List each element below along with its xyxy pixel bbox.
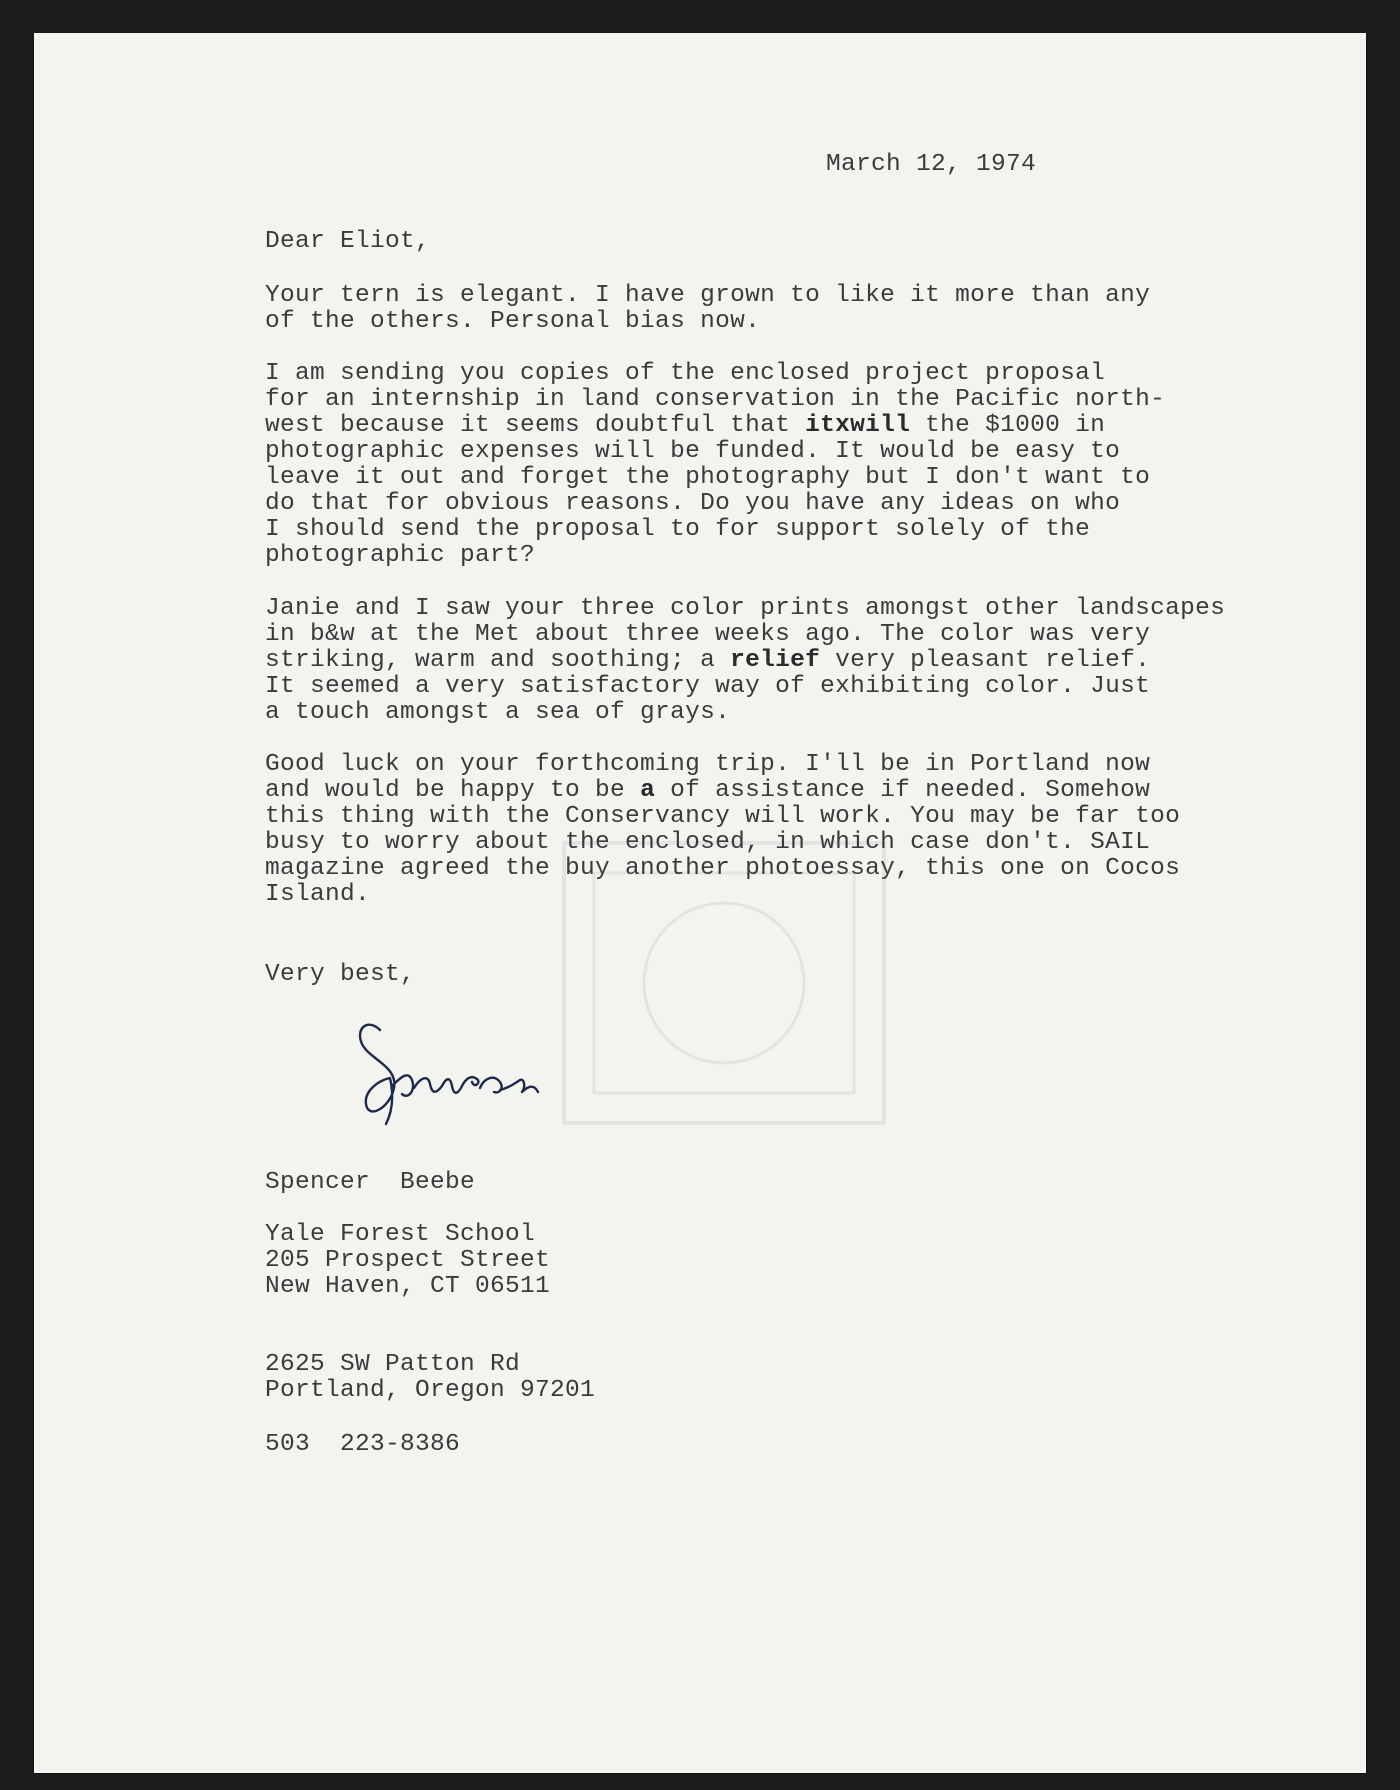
paragraph-line: for an internship in land conservation in the Pacific north-: [265, 386, 1166, 413]
paragraph-line: of assistance if needed. Somehow: [655, 777, 1151, 804]
paragraph-line: Janie and I saw your three color prints amongst other landscapes: [265, 595, 1226, 622]
paragraph-line: photographic expenses will be funded. It would be easy to: [265, 438, 1121, 465]
paragraph-1: [265, 283, 1150, 335]
address-line: New Haven, CT 06511: [265, 1273, 551, 1300]
address-line: 2625 SW Patton Rd: [265, 1351, 521, 1378]
paragraph-line: leave it out and forget the photography but I don't want to: [265, 464, 1151, 491]
paragraph-line: of the others. Personal bias now.: [265, 308, 761, 335]
salutation: Dear Eliot,: [265, 228, 431, 255]
paragraph-line: do that for obvious reasons. Do you have any ideas on who: [265, 490, 1121, 517]
school-address: [265, 1222, 550, 1300]
paragraph-4: [265, 752, 1180, 908]
paragraph-line: very pleasant relief.: [820, 647, 1151, 674]
paragraph-line: the $1000 in: [910, 412, 1106, 439]
paragraph-line: striking, warm and soothing; a: [265, 647, 731, 674]
paragraph-line: busy to worry about the enclosed, in which case don't. SAIL: [265, 829, 1151, 856]
paragraph-3: [265, 596, 1225, 726]
paragraph-line: Good luck on your forthcoming trip. I'll be in Portland now: [265, 751, 1151, 778]
handwritten-signature: [350, 1008, 560, 1138]
portland-address: [265, 1352, 595, 1404]
paragraph-line: this thing with the Conservancy will work. You may be far too: [265, 803, 1181, 830]
struck-out-text: a: [640, 777, 656, 804]
struck-out-text: itxwill: [805, 412, 911, 439]
paragraph-line: and would be happy to be: [265, 777, 641, 804]
paragraph-line: west because it seems doubtful that: [265, 412, 806, 439]
paragraph-line: Your tern is elegant. I have grown to like it more than any: [265, 282, 1151, 309]
paragraph-line: photographic part?: [265, 542, 536, 569]
closing: Very best,: [265, 961, 416, 988]
paragraph-line: magazine agreed the buy another photoessay, this one on Cocos: [265, 855, 1181, 882]
paragraph-line: I am sending you copies of the enclosed project proposal: [265, 360, 1106, 387]
paragraph-line: I should send the proposal to for support solely of the: [265, 516, 1091, 543]
phone-number: 503 223-8386: [265, 1431, 461, 1458]
address-line: Yale Forest School: [265, 1221, 536, 1248]
address-line: 205 Prospect Street: [265, 1247, 551, 1274]
paragraph-line: It seemed a very satisfactory way of exhibiting color. Just: [265, 673, 1151, 700]
letter-date: March 12, 1974: [826, 151, 1037, 178]
paragraph-line: in b&w at the Met about three weeks ago. The color was very: [265, 621, 1151, 648]
address-line: Portland, Oregon 97201: [265, 1377, 596, 1404]
letter-paper: [34, 33, 1366, 1773]
paragraph-line: Island.: [265, 881, 371, 908]
struck-out-text: relief: [730, 647, 821, 674]
sender-name: Spencer Beebe: [265, 1169, 476, 1196]
paragraph-line: a touch amongst a sea of grays.: [265, 699, 731, 726]
paragraph-2: [265, 361, 1165, 569]
